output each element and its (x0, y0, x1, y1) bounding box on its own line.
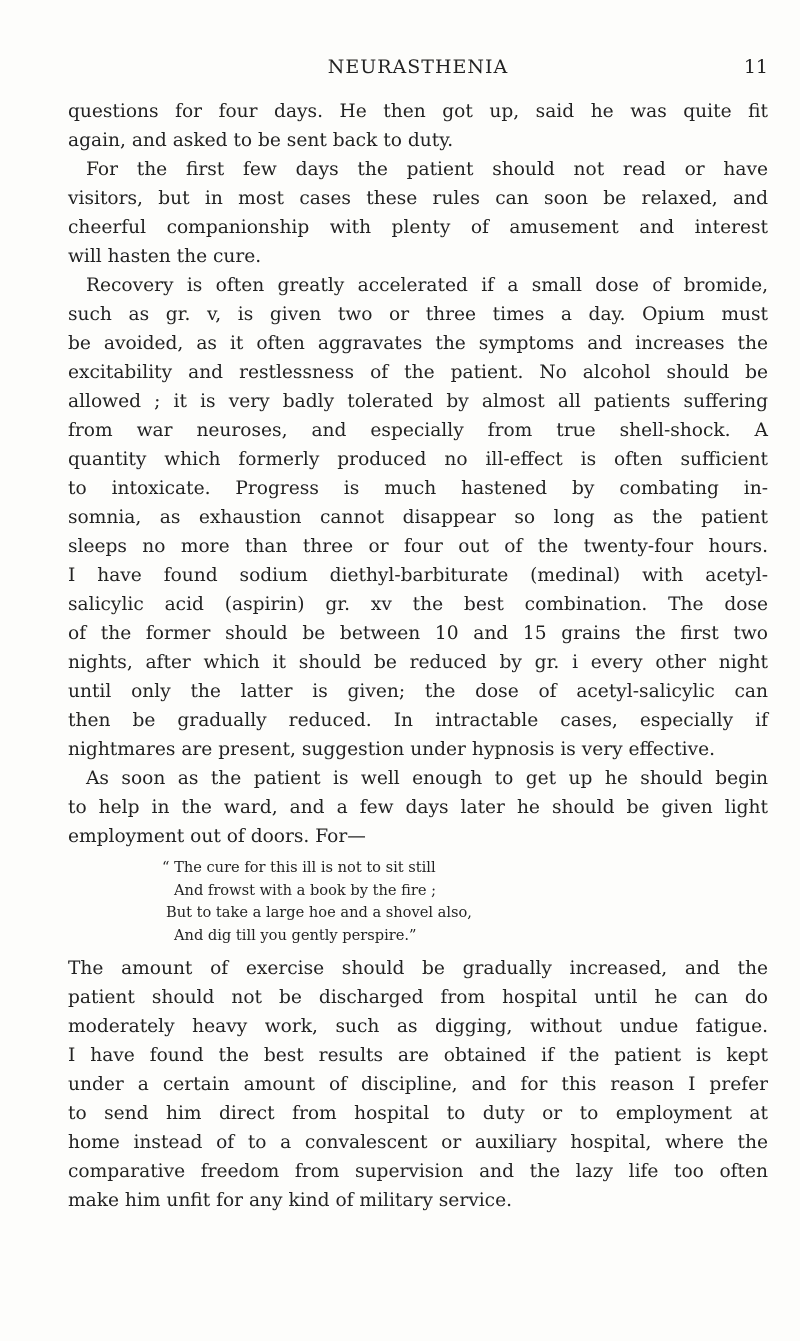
text-line: employment out of doors. For— (68, 826, 366, 847)
body-text (68, 97, 768, 1215)
text-line: again, and asked to be sent back to duty. (68, 130, 454, 151)
text-line: cheerful companionship with plenty of amusement and interest (68, 217, 768, 238)
verse-line: “ The cure for this ill is not to sit still (162, 859, 436, 876)
text-line: make him unfit for any kind of military service. (68, 1190, 512, 1211)
text-line: be avoided, as it often aggravates the symptoms and increases the (68, 333, 768, 354)
running-head (68, 56, 768, 86)
text-line: then be gradually reduced. In intractable cases, especially if (68, 710, 768, 731)
text-line: allowed ; it is very badly tolerated by almost all patients suffering (68, 391, 768, 412)
text-line: moderately heavy work, such as digging, without undue fatigue. (68, 1016, 768, 1037)
text-line: will hasten the cure. (68, 246, 262, 267)
text-line: until only the latter is given; the dose of acetyl-salicylic can (68, 681, 768, 702)
text-line: of the former should be between 10 and 15 grains the first two (68, 623, 768, 644)
text-line: from war neuroses, and especially from true shell-shock. A (68, 420, 768, 441)
text-line: quantity which formerly produced no ill-effect is often sufficient (68, 449, 768, 470)
text-line: sleeps no more than three or four out of the twenty-four hours. (68, 536, 768, 557)
text-line: excitability and restlessness of the patient. No alcohol should be (68, 362, 768, 383)
text-line: comparative freedom from supervision and the lazy life too often (68, 1161, 768, 1182)
text-line: visitors, but in most cases these rules can soon be relaxed, and (68, 188, 768, 209)
text-line: I have found sodium diethyl-barbiturate (medinal) with acetyl- (68, 565, 768, 586)
text-line: nights, after which it should be reduced by gr. i every other night (68, 652, 768, 673)
paragraph-3 (68, 271, 768, 764)
text-line: to send him direct from hospital to duty or to employment at (68, 1103, 768, 1124)
paragraph-2 (68, 155, 768, 271)
running-title: NEURASTHENIA (327, 56, 509, 78)
text-line: Recovery is often greatly accelerated if a small dose of bromide, (86, 275, 768, 296)
paragraph-4 (68, 764, 768, 851)
text-line: patient should not be discharged from hospital until he can do (68, 987, 768, 1008)
text-line: somnia, as exhaustion cannot disappear so long as the patient (68, 507, 768, 528)
text-line: For the first few days the patient should not read or have (86, 159, 768, 180)
text-line: to intoxicate. Progress is much hastened by combating in- (68, 478, 768, 499)
text-line: nightmares are present, suggestion under hypnosis is very effective. (68, 739, 716, 760)
text-line: questions for four days. He then got up, said he was quite fit (68, 101, 768, 122)
verse-quote (68, 857, 768, 947)
text-line: under a certain amount of discipline, and for this reason I prefer (68, 1074, 768, 1095)
text-line: such as gr. v, is given two or three times a day. Opium must (68, 304, 768, 325)
text-line: home instead of to a convalescent or auxiliary hospital, where the (68, 1132, 768, 1153)
text-line: I have found the best results are obtained if the patient is kept (68, 1045, 768, 1066)
verse-line: But to take a large hoe and a shovel also, (166, 904, 472, 921)
text-line: salicylic acid (aspirin) gr. xv the best combination. The dose (68, 594, 768, 615)
text-line: As soon as the patient is well enough to get up he should begin (86, 768, 768, 789)
verse-line: And frowst with a book by the fire ; (174, 881, 437, 899)
paragraph-1 (68, 97, 768, 155)
paragraph-5 (68, 954, 768, 1215)
verse-line: And dig till you gently perspire.” (174, 926, 417, 944)
text-line: The amount of exercise should be gradually increased, and the (68, 958, 768, 979)
page-number: 11 (743, 56, 768, 78)
text-line: to help in the ward, and a few days later he should be given light (68, 797, 768, 818)
